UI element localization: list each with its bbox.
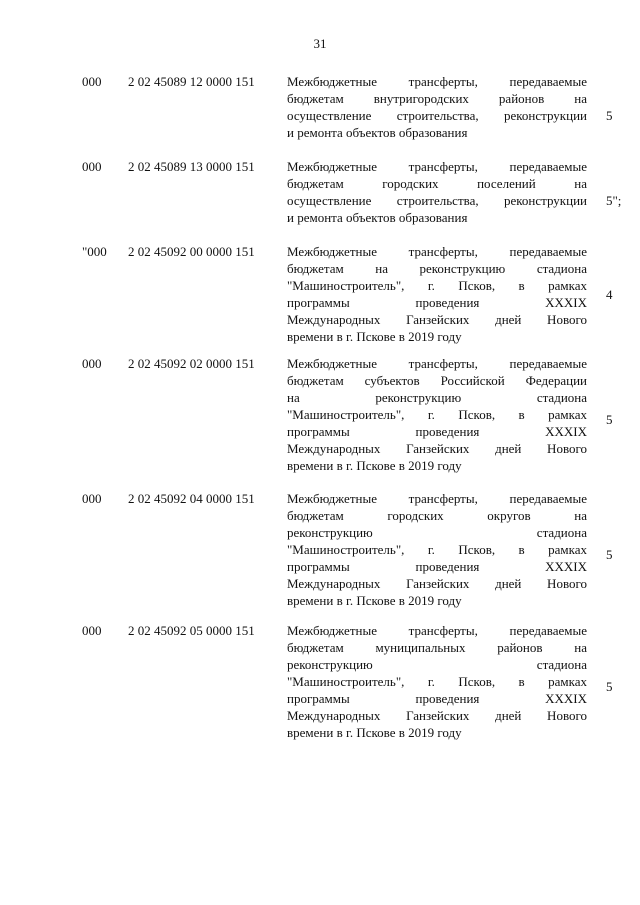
- income-description: [287, 158, 587, 226]
- income-description: [287, 355, 587, 474]
- description-line: программы проведения XXXIX: [287, 424, 587, 439]
- amount-value: 5: [606, 412, 613, 427]
- description-line: программы проведения XXXIX: [287, 691, 587, 706]
- description-line: реконструкцию стадиона: [287, 657, 587, 672]
- budget-classification-code: 2 02 45092 02 0000 151: [128, 356, 255, 371]
- admin-code: 000: [82, 623, 102, 638]
- amount-value: 5";: [606, 193, 622, 208]
- income-description: [287, 73, 587, 141]
- admin-code: 000: [82, 159, 102, 174]
- description-line: Межбюджетные трансферты, передаваемые: [287, 623, 587, 638]
- description-line: "Машиностроитель", г. Псков, в рамках: [287, 674, 587, 689]
- admin-code: 000: [82, 491, 102, 506]
- description-line: на реконструкцию стадиона: [287, 390, 587, 405]
- description-line: "Машиностроитель", г. Псков, в рамках: [287, 542, 587, 557]
- amount-value: 5: [606, 679, 613, 694]
- description-line: Межбюджетные трансферты, передаваемые: [287, 74, 587, 89]
- description-line: программы проведения XXXIX: [287, 295, 587, 310]
- description-line: времени в г. Пскове в 2019 году: [287, 593, 462, 608]
- amount-value: 4: [606, 287, 613, 302]
- description-line: Межбюджетные трансферты, передаваемые: [287, 491, 587, 506]
- description-line: Межбюджетные трансферты, передаваемые: [287, 356, 587, 371]
- description-line: реконструкцию стадиона: [287, 525, 587, 540]
- budget-classification-code: 2 02 45089 12 0000 151: [128, 74, 255, 89]
- budget-classification-code: 2 02 45092 04 0000 151: [128, 491, 255, 506]
- budget-classification-code: 2 02 45092 00 0000 151: [128, 244, 255, 259]
- description-line: времени в г. Пскове в 2019 году: [287, 329, 462, 344]
- income-description: [287, 490, 587, 609]
- budget-classification-code: 2 02 45092 05 0000 151: [128, 623, 255, 638]
- description-line: Межбюджетные трансферты, передаваемые: [287, 244, 587, 259]
- amount-value: 5: [606, 108, 613, 123]
- description-line: программы проведения XXXIX: [287, 559, 587, 574]
- admin-code: "000: [82, 244, 107, 259]
- description-line: бюджетам внутригородских районов на: [287, 91, 587, 106]
- description-line: бюджетам городских округов на: [287, 508, 587, 523]
- admin-code: 000: [82, 74, 102, 89]
- description-line: и ремонта объектов образования: [287, 210, 468, 225]
- amount-value: 5: [606, 547, 613, 562]
- description-line: Международных Ганзейских дней Нового: [287, 312, 587, 327]
- description-line: осуществление строительства, реконструкции: [287, 193, 587, 208]
- description-line: "Машиностроитель", г. Псков, в рамках: [287, 407, 587, 422]
- description-line: бюджетам субъектов Российской Федерации: [287, 373, 587, 388]
- admin-code: 000: [82, 356, 102, 371]
- description-line: и ремонта объектов образования: [287, 125, 468, 140]
- income-description: [287, 622, 587, 741]
- description-line: Международных Ганзейских дней Нового: [287, 441, 587, 456]
- description-line: Международных Ганзейских дней Нового: [287, 576, 587, 591]
- description-line: времени в г. Пскове в 2019 году: [287, 458, 462, 473]
- description-line: времени в г. Пскове в 2019 году: [287, 725, 462, 740]
- description-line: бюджетам муниципальных районов на: [287, 640, 587, 655]
- description-line: осуществление строительства, реконструкции: [287, 108, 587, 123]
- description-line: "Машиностроитель", г. Псков, в рамках: [287, 278, 587, 293]
- description-line: Международных Ганзейских дней Нового: [287, 708, 587, 723]
- description-line: бюджетам городских поселений на: [287, 176, 587, 191]
- budget-classification-code: 2 02 45089 13 0000 151: [128, 159, 255, 174]
- description-line: Межбюджетные трансферты, передаваемые: [287, 159, 587, 174]
- income-description: [287, 243, 587, 345]
- page-number: 31: [313, 36, 327, 51]
- description-line: бюджетам на реконструкцию стадиона: [287, 261, 587, 276]
